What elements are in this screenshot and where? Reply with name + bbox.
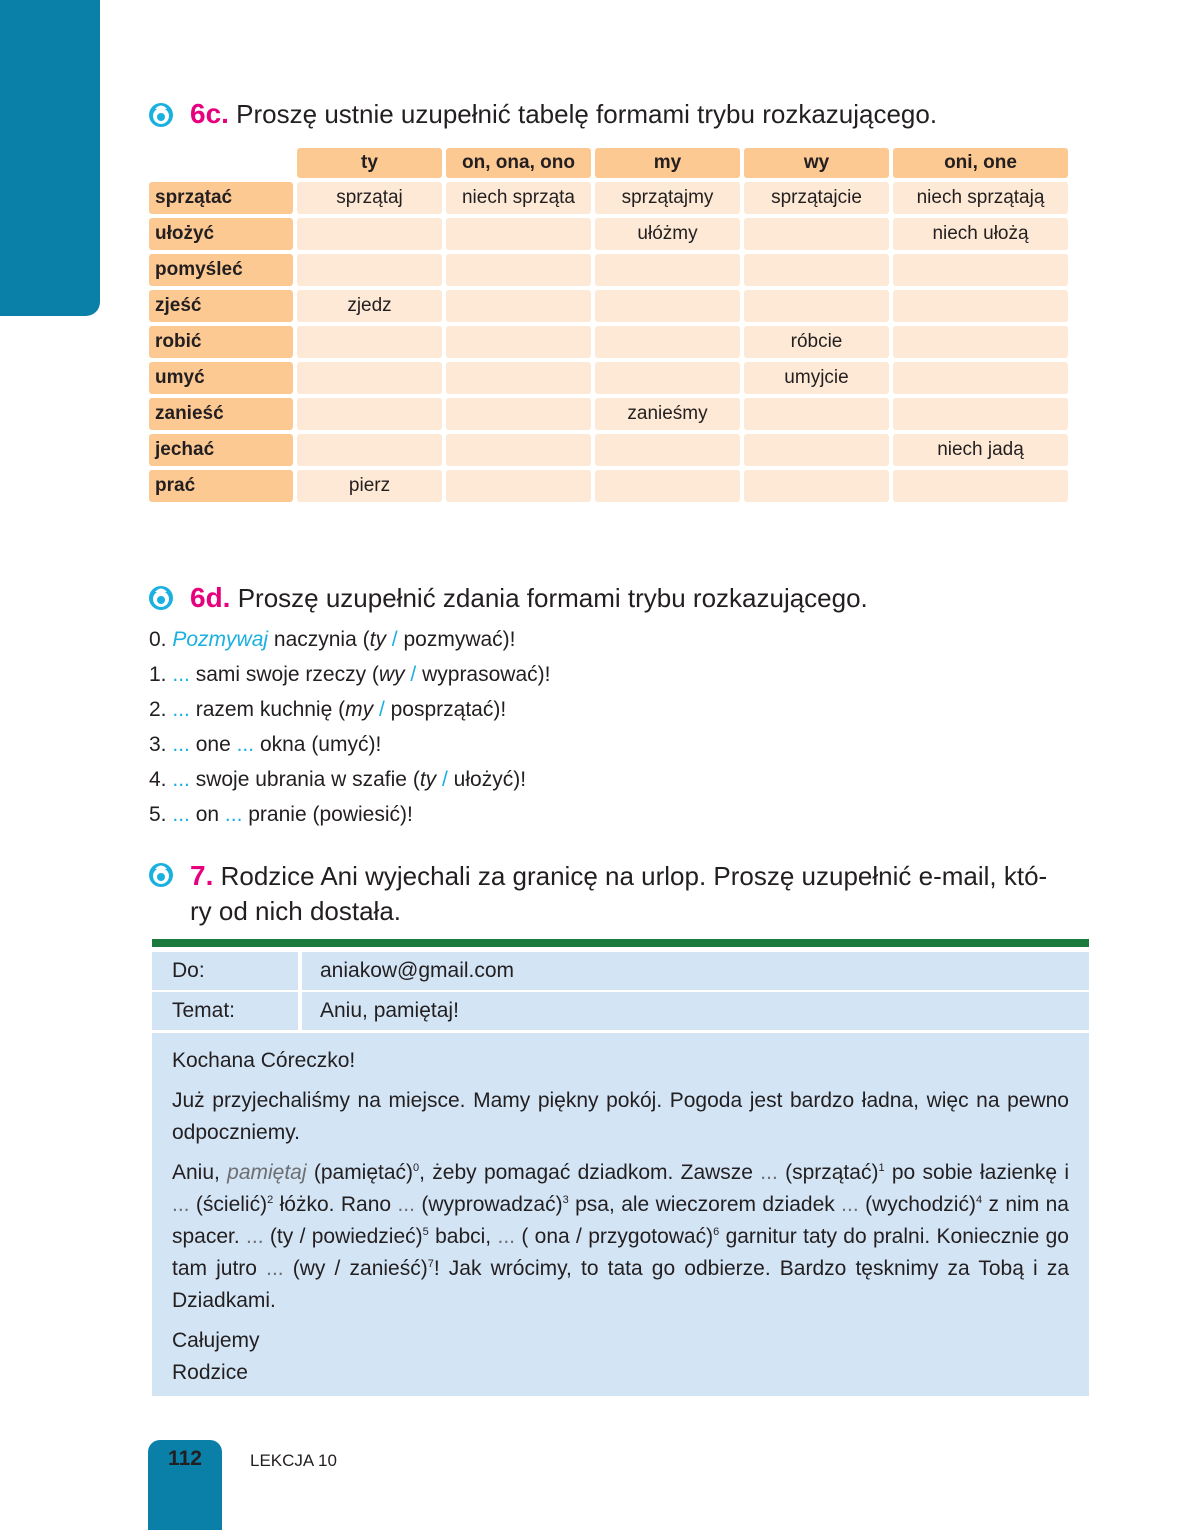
example-answer: Pozmywaj: [172, 628, 269, 651]
email-signature: Rodzice: [172, 1361, 248, 1384]
verb-infinitive: wyprasować)!: [422, 663, 551, 686]
column-header: wy: [744, 148, 889, 178]
imperative-form-cell: [744, 434, 889, 466]
lesson-label: LEKCJA 10: [250, 1451, 337, 1470]
exercise-instruction: Proszę uzupełnić zdania formami trybu rozkazującego.: [237, 583, 868, 613]
speaking-exercise-icon: [148, 860, 174, 888]
blank-gap: ...: [172, 698, 190, 721]
imperative-form-cell: [744, 218, 889, 250]
sentence-number: 3.: [149, 733, 167, 756]
imperative-form-cell: [297, 398, 442, 430]
verb-infinitive-cell: robić: [149, 326, 293, 358]
sentence-4: [149, 768, 526, 792]
blank-gap: ...: [172, 803, 190, 826]
pronoun: ty: [419, 768, 437, 791]
blank-gap: ...: [172, 733, 190, 756]
slash: /: [385, 628, 404, 651]
gap-number: 3: [562, 1194, 569, 1206]
sentence-text: naczynia (: [268, 628, 370, 651]
blank-gap: ...: [397, 1193, 415, 1216]
sentence-2: [149, 698, 506, 722]
imperative-form-cell: [595, 470, 740, 502]
imperative-form-cell: [446, 254, 591, 286]
imperative-form-cell: sprzątajcie: [744, 182, 889, 214]
column-header: oni, one: [893, 148, 1068, 178]
sentence-text: swoje ubrania w szafie (: [189, 768, 420, 791]
table-corner: [149, 148, 293, 178]
email-paragraph: Już przyjechaliśmy na miejsce. Mamy piękny pokój. Pogoda jest bardzo ładna, więc na pewno odpoczniemy.: [172, 1089, 1069, 1144]
verb-infinitive: ułożyć)!: [453, 768, 527, 791]
verb-infinitive-cell: jechać: [149, 434, 293, 466]
sentence-text: pranie (powiesić)!: [242, 803, 413, 826]
imperative-form-cell: umyjcie: [744, 362, 889, 394]
gap-number: 5: [422, 1226, 429, 1238]
email-text: (wy / zanieść): [283, 1257, 428, 1280]
pronoun: wy: [378, 663, 405, 686]
imperative-form-cell: [893, 254, 1068, 286]
imperative-form-cell: [744, 398, 889, 430]
sentence-text: razem kuchnię (: [189, 698, 346, 721]
exercise-6d-heading: [190, 582, 868, 614]
exercise-7-heading: [190, 860, 1047, 892]
email-text: (wyprowadzać): [414, 1193, 563, 1216]
gap-number: 1: [878, 1162, 885, 1174]
email-text: z nim na spacer.: [172, 1193, 1069, 1248]
imperative-form-cell: [297, 434, 442, 466]
slash: /: [404, 663, 423, 686]
verb-infinitive-cell: zanieść: [149, 398, 293, 430]
email-greeting: Kochana Córeczko!: [172, 1049, 356, 1072]
imperative-form-cell: [446, 290, 591, 322]
sentence-text: on: [189, 803, 225, 826]
pronoun: ty: [369, 628, 386, 651]
imperative-form-cell: [595, 254, 740, 286]
email-text: po sobie łazienkę i: [884, 1161, 1070, 1184]
email-text: ( ona / przygotować): [515, 1225, 714, 1248]
imperative-form-cell: [446, 218, 591, 250]
email-text: garnitur taty do pralni. Koniecznie go tam jutro: [172, 1225, 1069, 1280]
imperative-form-cell: [297, 254, 442, 286]
sentence-number: 0.: [149, 628, 167, 651]
exercise-number: 7.: [190, 860, 214, 891]
verb-infinitive-cell: pomyśleć: [149, 254, 293, 286]
table-row: [149, 290, 1068, 322]
imperative-form-cell: [595, 362, 740, 394]
imperative-form-cell: [595, 434, 740, 466]
blank-gap: ...: [172, 1193, 190, 1216]
email-closing: Całujemy: [172, 1329, 260, 1352]
sentence-5: [149, 803, 413, 827]
email-text: psa, ale wieczorem dziadek: [568, 1193, 842, 1216]
blank-gap: ...: [224, 803, 243, 826]
imperative-form-cell: ułóżmy: [595, 218, 740, 250]
blank-gap: ...: [266, 1257, 284, 1280]
sentence-1: [149, 663, 550, 687]
slash: /: [436, 768, 454, 791]
email-top-bar: [152, 939, 1089, 947]
imperative-form-cell: [446, 398, 591, 430]
blank-gap: ...: [172, 663, 190, 686]
imperative-form-cell: róbcie: [744, 326, 889, 358]
column-header: on, ona, ono: [446, 148, 591, 178]
imperative-form-cell: [744, 470, 889, 502]
email-to-label: Do:: [152, 952, 298, 990]
blank-gap: ...: [246, 1225, 264, 1248]
exercise-number: 6c.: [190, 98, 229, 129]
imperative-form-cell: niech sprzątają: [893, 182, 1068, 214]
verb-infinitive-cell: ułożyć: [149, 218, 293, 250]
sentence-0: [149, 628, 516, 652]
imperative-form-cell: [893, 362, 1068, 394]
imperative-form-cell: [297, 362, 442, 394]
sentence-3: [149, 733, 381, 757]
imperative-form-cell: [446, 326, 591, 358]
email-body: [152, 1033, 1089, 1396]
gap-number: 7: [427, 1258, 434, 1270]
sentence-number: 2.: [149, 698, 167, 721]
email-text: babci,: [428, 1225, 498, 1248]
imperative-form-cell: [446, 362, 591, 394]
verb-infinitive: posprzątać)!: [390, 698, 507, 721]
email-text: (ty / powiedzieć): [263, 1225, 423, 1248]
imperative-form-cell: zanieśmy: [595, 398, 740, 430]
imperative-form-cell: [744, 254, 889, 286]
imperative-form-cell: [893, 470, 1068, 502]
email-paragraph-exercise: [172, 1157, 1069, 1317]
sentence-number: 5.: [149, 803, 167, 826]
side-color-tab: [0, 0, 100, 316]
sentence-text: okna (umyć)!: [254, 733, 382, 756]
sentence-number: 1.: [149, 663, 167, 686]
sentence-number: 4.: [149, 768, 167, 791]
exercise-instruction: Proszę ustnie uzupełnić tabelę formami trybu rozkazującego.: [236, 99, 938, 129]
table-row: [149, 470, 1068, 502]
imperative-form-cell: [893, 290, 1068, 322]
column-header: my: [595, 148, 740, 178]
imperative-form-cell: zjedz: [297, 290, 442, 322]
imperative-form-cell: [893, 398, 1068, 430]
table-row: [149, 362, 1068, 394]
sentence-text: one: [189, 733, 237, 756]
email-text: Aniu,: [172, 1161, 228, 1184]
email-text: (ścielić): [189, 1193, 268, 1216]
verb-infinitive-cell: prać: [149, 470, 293, 502]
imperative-form-cell: [297, 326, 442, 358]
imperative-form-cell: pierz: [297, 470, 442, 502]
table-row: [149, 254, 1068, 286]
imperative-table: [145, 144, 1072, 506]
imperative-form-cell: niech ułożą: [893, 218, 1068, 250]
email-text: (pamiętać): [306, 1161, 414, 1184]
email-text: łóżko. Rano: [273, 1193, 398, 1216]
verb-infinitive-cell: zjeść: [149, 290, 293, 322]
table-row: [149, 218, 1068, 250]
speaking-exercise-icon: [148, 100, 174, 128]
blank-gap: ...: [760, 1161, 778, 1184]
email-subject-label: Temat:: [152, 992, 298, 1030]
email-subject-row: [152, 992, 1089, 1030]
email-to-row: [152, 952, 1089, 990]
email-text: (wychodzić): [858, 1193, 976, 1216]
blank-gap: ...: [497, 1225, 515, 1248]
exercise-instruction: Rodzice Ani wyjechali za granicę na urlop. Proszę uzupełnić e-mail, któ-: [220, 861, 1048, 891]
imperative-form-cell: [893, 326, 1068, 358]
table-row: [149, 434, 1068, 466]
table-row: [149, 326, 1068, 358]
imperative-form-cell: [595, 326, 740, 358]
exercise-number: 6d.: [190, 582, 231, 613]
blank-gap: ...: [172, 768, 190, 791]
example-answer: pamiętaj: [227, 1161, 307, 1184]
imperative-form-cell: [446, 434, 591, 466]
exercise-7-heading-continued: [190, 896, 401, 927]
imperative-form-cell: [446, 470, 591, 502]
gap-number: 4: [975, 1194, 983, 1206]
imperative-form-cell: [744, 290, 889, 322]
gap-number: 6: [713, 1226, 720, 1238]
email-to-value: aniakow@gmail.com: [302, 952, 1089, 990]
email-text: (sprzątać): [777, 1161, 879, 1184]
blank-gap: ...: [236, 733, 255, 756]
sentence-text: sami swoje rzeczy (: [189, 663, 379, 686]
table-row: [149, 398, 1068, 430]
imperative-form-cell: sprzątaj: [297, 182, 442, 214]
blank-gap: ...: [841, 1193, 859, 1216]
gap-number: 0: [413, 1162, 420, 1174]
verb-infinitive-cell: umyć: [149, 362, 293, 394]
email-text: , żeby pomagać dziadkom. Zawsze: [419, 1161, 761, 1184]
page-number: 112: [168, 1447, 202, 1470]
imperative-form-cell: niech sprząta: [446, 182, 591, 214]
slash: /: [373, 698, 391, 721]
imperative-form-cell: [297, 218, 442, 250]
gap-number: 2: [267, 1194, 274, 1206]
email-text: ! Jak wrócimy, to tata go odbierze. Bardzo tęsknimy za Tobą i za Dziadkami.: [172, 1257, 1069, 1312]
email-subject-value: Aniu, pamiętaj!: [302, 992, 1089, 1030]
pronoun: my: [345, 698, 374, 721]
exercise-6c-heading: [190, 98, 937, 130]
exercise-instruction: ry od nich dostała.: [190, 896, 402, 926]
verb-infinitive-cell: sprzątać: [149, 182, 293, 214]
table-row: [149, 182, 1068, 214]
column-header: ty: [297, 148, 442, 178]
imperative-form-cell: [595, 290, 740, 322]
speaking-exercise-icon: [148, 583, 174, 611]
imperative-form-cell: niech jadą: [893, 434, 1068, 466]
table-header-row: [149, 148, 1068, 178]
verb-infinitive: pozmywać)!: [403, 628, 516, 651]
imperative-form-cell: sprzątajmy: [595, 182, 740, 214]
